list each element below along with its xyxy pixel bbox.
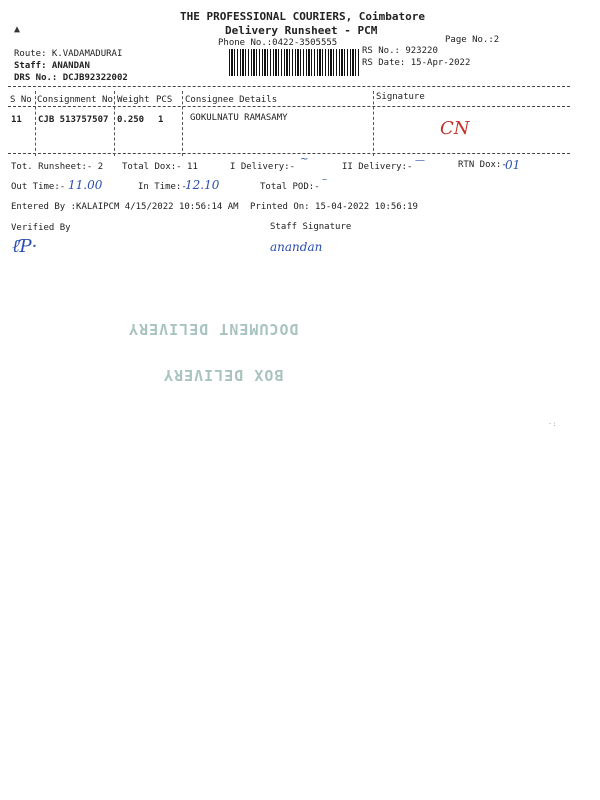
page-number: Page No.:2 — [445, 35, 500, 45]
in-time: In Time:- — [138, 182, 187, 192]
drs-number: DRS No.: DCJB92322002 — [14, 73, 128, 83]
table-top-rule — [8, 86, 570, 87]
staff-signature-handwritten: anandan — [270, 240, 323, 254]
staff-signature-label: Staff Signature — [270, 222, 352, 232]
column-header-signature: Signature — [376, 92, 425, 102]
verified-by-label: Verified By — [11, 223, 71, 233]
out-time-value: 11.00 — [68, 178, 103, 192]
column-header-sno: S No — [10, 95, 32, 105]
total-pod: Total POD:- — [260, 182, 320, 192]
column-header-consignment: Consignment No — [37, 95, 113, 105]
table-bottom-rule — [8, 153, 570, 154]
rtn-dox-value: 01 — [505, 158, 521, 172]
ii-delivery: II Delivery:- — [342, 162, 413, 172]
rtn-dox: RTN Dox:- — [458, 160, 507, 170]
rs-date: RS Date: 15-Apr-2022 — [362, 58, 471, 68]
total-pod-mark: – — [322, 174, 327, 185]
rs-number: RS No.: 923220 — [362, 46, 438, 56]
document-delivery-stamp: DOCUMENT DELIVERY — [128, 320, 299, 338]
verified-signature: ℓƤ· — [12, 236, 38, 257]
ii-delivery-mark: — — [415, 155, 425, 166]
table-row-consignee: GOKULNATU RAMASAMY — [190, 113, 288, 123]
table-row-sno: 11 — [11, 115, 22, 125]
company-name: THE PROFESSIONAL COURIERS, Coimbatore — [180, 10, 426, 23]
column-divider — [35, 91, 36, 156]
barcode — [229, 49, 359, 76]
phone-number: Phone No.:0422-3505555 — [218, 38, 338, 48]
tot-runsheet: Tot. Runsheet:- 2 — [11, 162, 104, 172]
column-header-consignee: Consignee Details — [185, 95, 278, 105]
document-title: Delivery Runsheet - PCM — [225, 24, 378, 37]
column-header-weight: Weight — [117, 95, 150, 105]
out-time: Out Time:- — [11, 182, 66, 192]
column-divider — [182, 91, 183, 156]
staff: Staff: ANANDAN — [14, 61, 90, 71]
table-row-signature: CN — [440, 118, 470, 139]
table-row-pcs: 1 — [158, 115, 164, 125]
in-time-value: 12.10 — [185, 178, 220, 192]
scan-speck: ⋅: — [548, 420, 557, 428]
column-divider — [373, 91, 374, 156]
table-row-consignment: CJB 513757507 — [38, 115, 109, 125]
box-delivery-stamp: BOX DELIVERY — [163, 366, 284, 384]
i-delivery-mark: ∼ — [300, 154, 309, 165]
route: Route: K.VADAMADURAI — [14, 49, 123, 59]
entered-by: Entered By :KALAIPCM 4/15/2022 10:56:14 AM — [11, 202, 239, 212]
i-delivery: I Delivery:- — [230, 162, 296, 172]
column-header-pcs: PCS — [156, 95, 173, 105]
printed-on: Printed On: 15-04-2022 10:56:19 — [250, 202, 418, 212]
table-header-rule — [8, 106, 570, 107]
table-row-weight: 0.250 — [117, 115, 145, 125]
column-divider — [114, 91, 115, 156]
total-dox: Total Dox:- 11 — [122, 162, 198, 172]
corner-mark: ▲ — [14, 24, 21, 35]
